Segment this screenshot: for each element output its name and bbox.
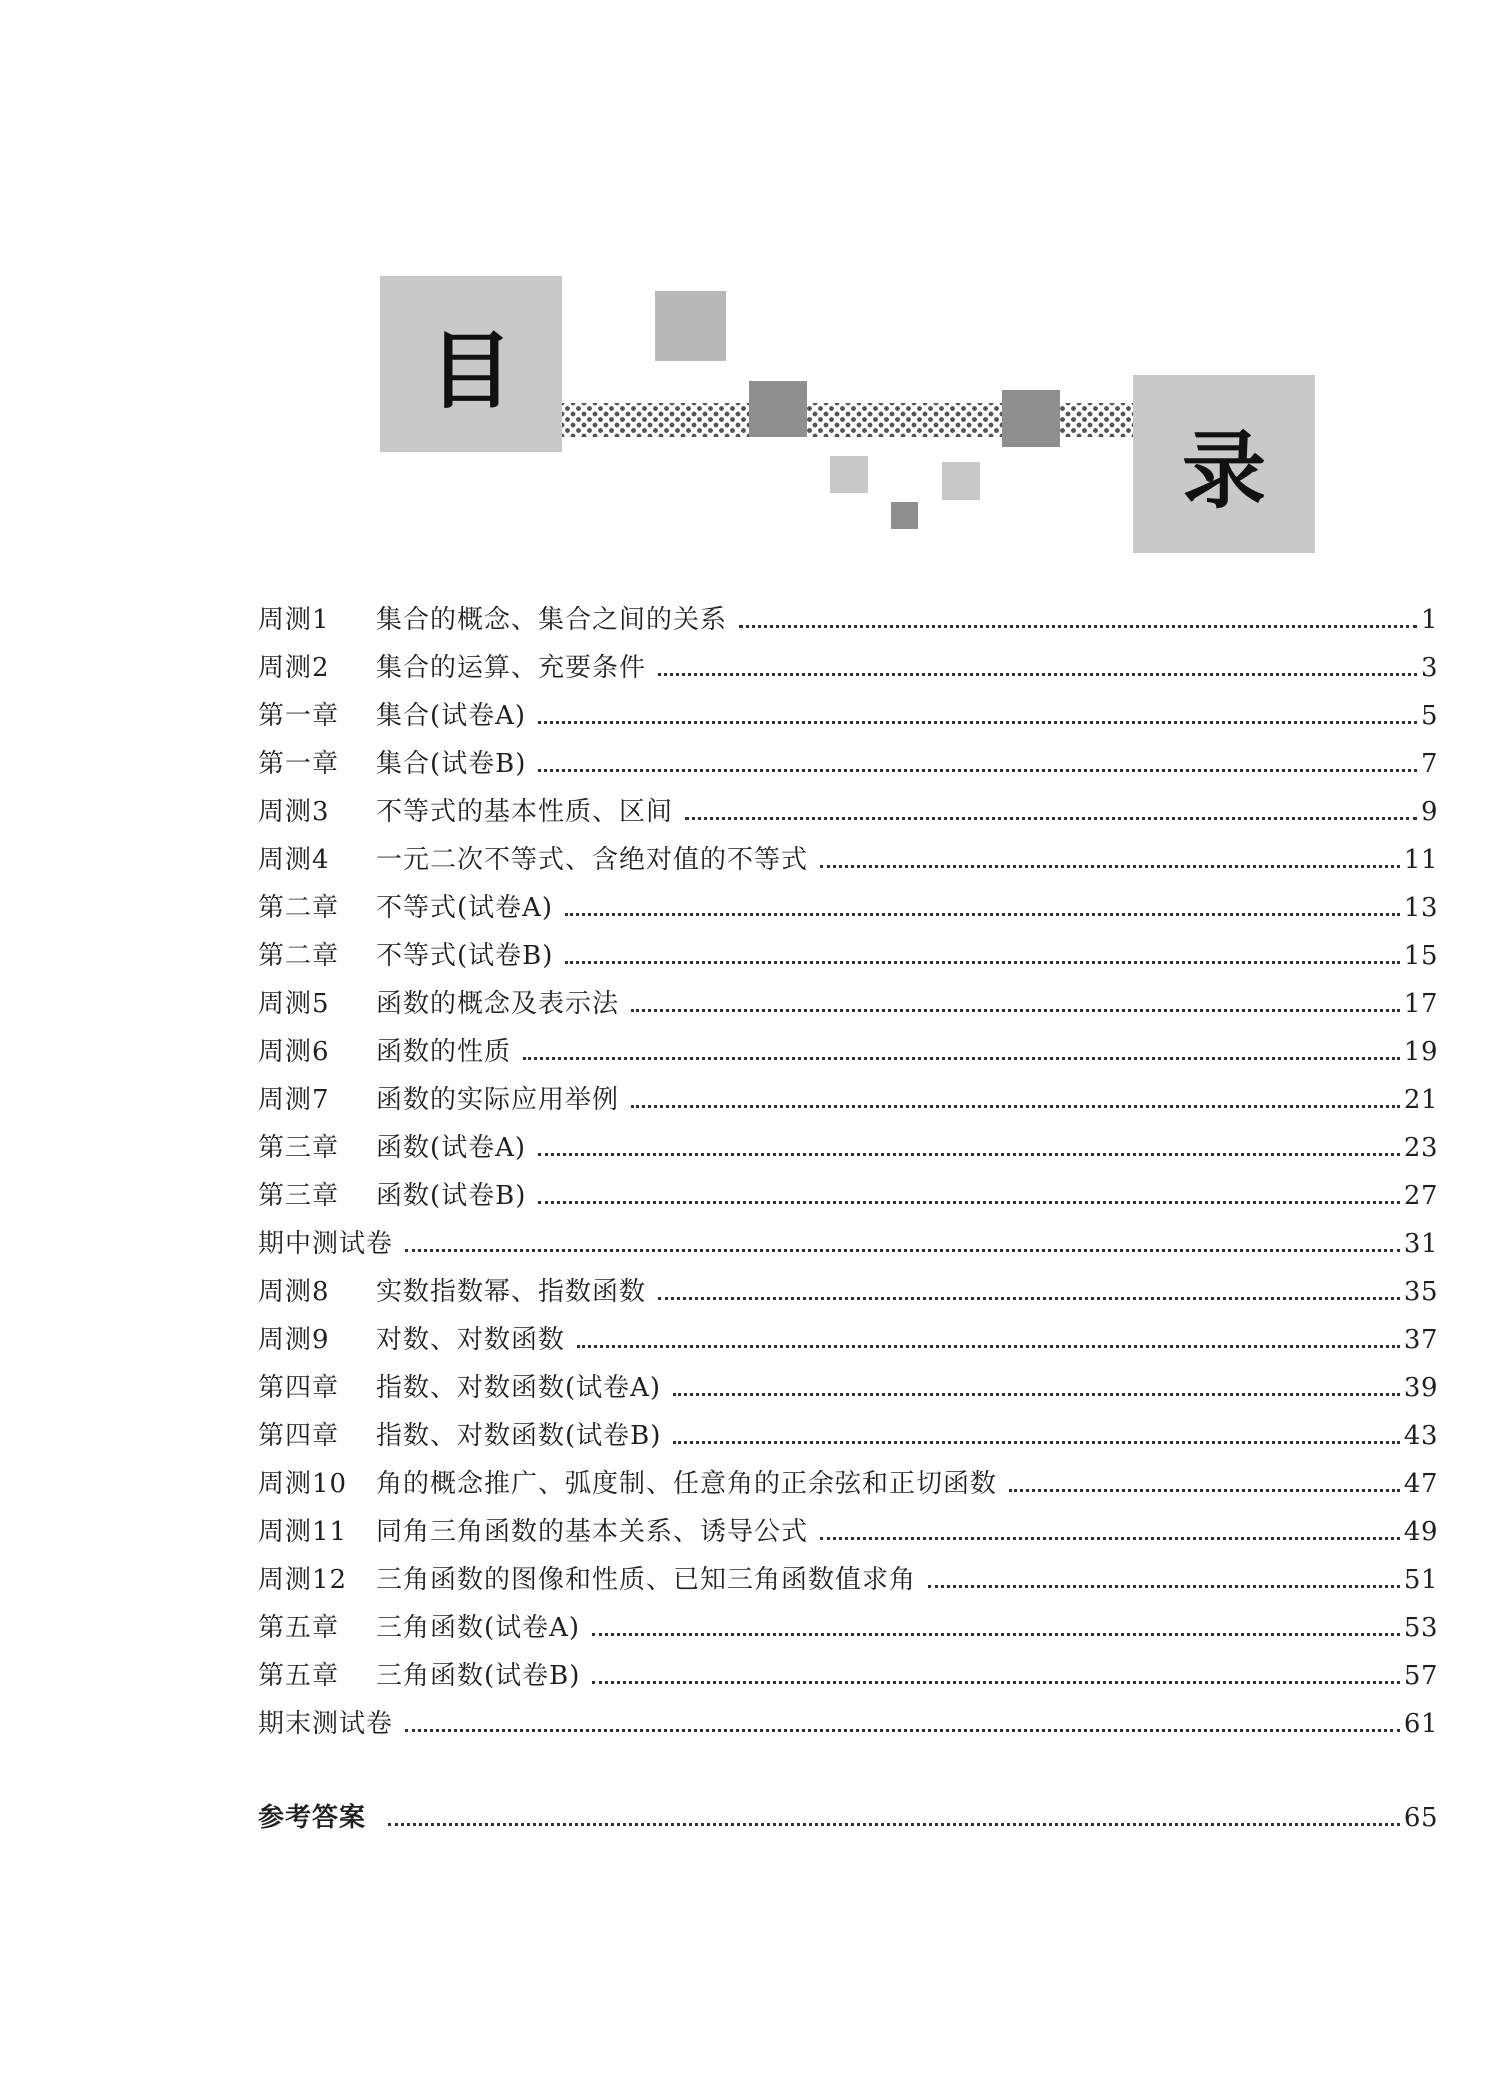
- toc-entry-title: 函数(试卷A): [376, 1133, 527, 1163]
- toc-entry-label: 周测1: [258, 605, 330, 635]
- toc-entry-title: 函数(试卷B): [376, 1181, 527, 1211]
- toc-entry[interactable]: [258, 1406, 1438, 1454]
- toc-leader-dots: [820, 865, 1400, 868]
- toc-entry[interactable]: [258, 638, 1438, 686]
- toc-entry[interactable]: [258, 974, 1438, 1022]
- toc-entry-label: 周测10: [258, 1469, 348, 1499]
- toc-entry[interactable]: [258, 590, 1438, 638]
- toc-leader-dots: [928, 1585, 1400, 1588]
- toc-leader-dots: [658, 1297, 1400, 1300]
- decorative-square: [891, 502, 918, 529]
- toc-entry-page: 21: [1403, 1085, 1438, 1115]
- toc-entry-label: 第二章: [258, 893, 340, 923]
- toc-entry-page: 23: [1403, 1133, 1438, 1163]
- toc-entry-title: 集合的运算、充要条件: [376, 653, 647, 683]
- toc-entry[interactable]: [258, 782, 1438, 830]
- toc-answers-label: 参考答案: [258, 1803, 367, 1833]
- toc-leader-dots: [685, 817, 1417, 820]
- toc-title-right-box: [1133, 375, 1315, 553]
- toc-entry-label: 第一章: [258, 701, 340, 731]
- toc-entry-label: 第三章: [258, 1181, 340, 1211]
- toc-entry[interactable]: [258, 1646, 1438, 1694]
- toc-entry[interactable]: [258, 878, 1438, 926]
- toc-entry-label: 周测3: [258, 797, 330, 827]
- toc-leader-dots: [565, 913, 1400, 916]
- toc-entry-title: 三角函数(试卷B): [376, 1661, 581, 1691]
- toc-entry-title: 不等式的基本性质、区间: [376, 797, 674, 827]
- toc-header-art: [0, 0, 1504, 560]
- toc-entry-answers[interactable]: [258, 1788, 1438, 1836]
- toc-entry[interactable]: [258, 1022, 1438, 1070]
- toc-leader-dots: [631, 1009, 1400, 1012]
- toc-entry-title: 期末测试卷: [258, 1709, 394, 1739]
- decorative-square: [655, 291, 726, 361]
- toc-entry-title: 不等式(试卷B): [376, 941, 554, 971]
- toc-entry-label: 第四章: [258, 1421, 340, 1451]
- toc-entry-page: 49: [1403, 1517, 1438, 1547]
- toc-entry-page: 13: [1403, 893, 1438, 923]
- table-of-contents: [258, 590, 1438, 1836]
- toc-entry-title: 一元二次不等式、含绝对值的不等式: [376, 845, 809, 875]
- toc-leader-dots: [538, 769, 1417, 772]
- toc-entry[interactable]: [258, 1310, 1438, 1358]
- toc-entry-title: 三角函数的图像和性质、已知三角函数值求角: [376, 1565, 917, 1595]
- toc-title-right-char: 录: [1181, 421, 1266, 520]
- toc-title-left-box: [380, 276, 562, 452]
- toc-entry[interactable]: [258, 1454, 1438, 1502]
- toc-entry[interactable]: [258, 1598, 1438, 1646]
- toc-answers-page: 65: [1403, 1803, 1438, 1833]
- toc-entry-title: 实数指数幂、指数函数: [376, 1277, 647, 1307]
- toc-entry[interactable]: [258, 830, 1438, 878]
- toc-entry-page: 39: [1403, 1373, 1438, 1403]
- toc-leader-dots: [820, 1537, 1400, 1540]
- toc-entry-title: 指数、对数函数(试卷B): [376, 1421, 662, 1451]
- toc-leader-dots: [405, 1729, 1400, 1732]
- toc-entry[interactable]: [258, 1166, 1438, 1214]
- decorative-square: [749, 381, 807, 437]
- decorative-square: [1002, 390, 1060, 447]
- decorative-square: [942, 462, 980, 500]
- toc-entry[interactable]: [258, 686, 1438, 734]
- toc-entry-page: 5: [1420, 701, 1438, 731]
- toc-entry-page: 37: [1403, 1325, 1438, 1355]
- toc-entry-label: 周测7: [258, 1085, 330, 1115]
- toc-leader-dots: [405, 1249, 1400, 1252]
- toc-entry-page: 57: [1403, 1661, 1438, 1691]
- toc-entry-label: 周测9: [258, 1325, 330, 1355]
- toc-entry[interactable]: [258, 734, 1438, 782]
- toc-entry-title: 集合(试卷B): [376, 749, 527, 779]
- toc-entry-title: 函数的性质: [376, 1037, 512, 1067]
- toc-leader-dots: [673, 1441, 1400, 1444]
- toc-entry-label: 周测11: [258, 1517, 348, 1547]
- toc-entry[interactable]: [258, 1358, 1438, 1406]
- toc-entry-label: 周测4: [258, 845, 330, 875]
- toc-leader-dots: [592, 1633, 1400, 1636]
- toc-entry[interactable]: [258, 1550, 1438, 1598]
- toc-entry-title: 不等式(试卷A): [376, 893, 554, 923]
- toc-entry-page: 17: [1403, 989, 1438, 1019]
- toc-entry-label: 周测5: [258, 989, 330, 1019]
- toc-leader-dots: [523, 1057, 1400, 1060]
- toc-entry-title: 三角函数(试卷A): [376, 1613, 581, 1643]
- toc-entry-page: 11: [1403, 845, 1438, 875]
- toc-entry-title: 同角三角函数的基本关系、诱导公式: [376, 1517, 809, 1547]
- toc-leader-dots: [388, 1823, 1400, 1826]
- toc-entry[interactable]: [258, 1214, 1438, 1262]
- toc-leader-dots: [565, 961, 1400, 964]
- toc-entry-label: 第三章: [258, 1133, 340, 1163]
- toc-entry[interactable]: [258, 1694, 1438, 1742]
- toc-leader-dots: [538, 1201, 1400, 1204]
- toc-leader-dots: [631, 1105, 1400, 1108]
- toc-entry-page: 3: [1420, 653, 1438, 683]
- toc-entry-label: 周测12: [258, 1565, 348, 1595]
- toc-entry-title: 函数的实际应用举例: [376, 1085, 620, 1115]
- toc-leader-dots: [538, 721, 1417, 724]
- toc-entry-label: 第二章: [258, 941, 340, 971]
- toc-entry-page: 15: [1403, 941, 1438, 971]
- toc-leader-dots: [673, 1393, 1400, 1396]
- toc-entry-page: 53: [1403, 1613, 1438, 1643]
- toc-entry-page: 27: [1403, 1181, 1438, 1211]
- toc-entry-page: 9: [1420, 797, 1438, 827]
- toc-entry[interactable]: [258, 1070, 1438, 1118]
- toc-entry-page: 1: [1420, 605, 1438, 635]
- toc-leader-dots: [577, 1345, 1400, 1348]
- toc-entry-page: 47: [1403, 1469, 1438, 1499]
- toc-leader-dots: [538, 1153, 1400, 1156]
- toc-entry-page: 61: [1403, 1709, 1438, 1739]
- toc-entry-label: 第一章: [258, 749, 340, 779]
- toc-entry-label: 周测8: [258, 1277, 330, 1307]
- decorative-square: [830, 456, 868, 493]
- toc-entry-page: 31: [1403, 1229, 1438, 1259]
- toc-entry-label: 第五章: [258, 1613, 340, 1643]
- toc-entry-label: 周测2: [258, 653, 330, 683]
- toc-entry-title: 角的概念推广、弧度制、任意角的正余弦和正切函数: [376, 1469, 998, 1499]
- toc-entry-page: 7: [1420, 749, 1438, 779]
- toc-entry-title: 对数、对数函数: [376, 1325, 566, 1355]
- toc-leader-dots: [739, 625, 1417, 628]
- toc-leader-dots: [658, 673, 1417, 676]
- toc-entry-page: 35: [1403, 1277, 1438, 1307]
- toc-entry-title: 集合的概念、集合之间的关系: [376, 605, 728, 635]
- toc-entry-title: 指数、对数函数(试卷A): [376, 1373, 662, 1403]
- toc-entry[interactable]: [258, 1118, 1438, 1166]
- toc-entry-label: 第四章: [258, 1373, 340, 1403]
- toc-entry-label: 第五章: [258, 1661, 340, 1691]
- toc-entry-title: 集合(试卷A): [376, 701, 527, 731]
- toc-entry-label: 周测6: [258, 1037, 330, 1067]
- toc-entry[interactable]: [258, 926, 1438, 974]
- toc-entry-title: 函数的概念及表示法: [376, 989, 620, 1019]
- toc-entry[interactable]: [258, 1262, 1438, 1310]
- toc-entry-page: 19: [1403, 1037, 1438, 1067]
- toc-leader-dots: [592, 1681, 1400, 1684]
- toc-entry-page: 51: [1403, 1565, 1438, 1595]
- toc-leader-dots: [1009, 1489, 1400, 1492]
- toc-entry-title: 期中测试卷: [258, 1229, 394, 1259]
- toc-entry-page: 43: [1403, 1421, 1438, 1451]
- toc-entry[interactable]: [258, 1502, 1438, 1550]
- toc-title-left-char: 目: [428, 321, 513, 420]
